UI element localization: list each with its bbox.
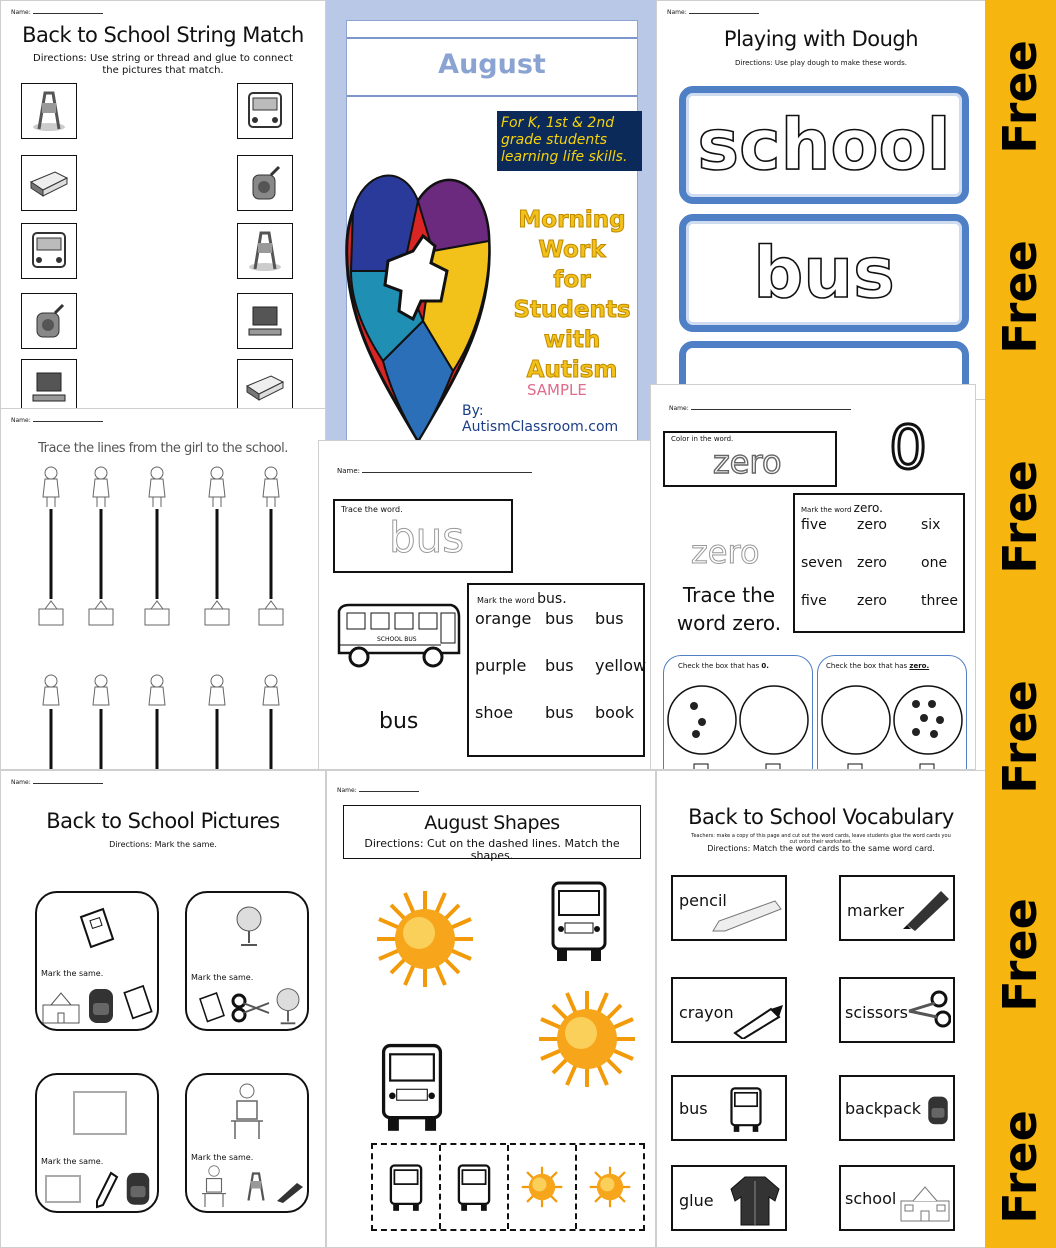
marker-icon <box>275 1179 305 1203</box>
grid-word[interactable]: five <box>801 517 827 533</box>
cover-sample: SAMPLE <box>527 381 587 399</box>
string-match-sheet <box>0 0 326 410</box>
paper-icon <box>73 1091 127 1135</box>
mark-same-card <box>35 891 159 1031</box>
sun-icon <box>537 989 637 1089</box>
sharpener-picture <box>237 155 293 211</box>
sheet-title: Back to School Pictures <box>46 809 280 833</box>
cover-sheet <box>326 0 656 440</box>
mark-same-card <box>185 891 309 1031</box>
sheet-directions: Directions: Mark the same. <box>109 840 217 849</box>
trace-word: bus <box>389 513 465 562</box>
vocab-word: glue <box>679 1191 714 1210</box>
grid-word[interactable]: orange <box>475 609 532 628</box>
mark-word-box <box>793 493 965 633</box>
backpack-icon <box>123 1165 153 1207</box>
globe-icon <box>273 985 303 1027</box>
bus-picture <box>237 83 293 139</box>
trace-instructions: Trace the word zero. <box>676 583 782 635</box>
grid-word[interactable]: bus <box>545 703 574 722</box>
bus-front-icon <box>729 1085 763 1133</box>
school-icon <box>899 1181 951 1223</box>
grid-word[interactable]: five <box>801 593 827 609</box>
dough-sheet <box>656 0 986 400</box>
bus-front-icon <box>388 1162 424 1212</box>
grid-word[interactable]: shoe <box>475 703 514 722</box>
name-line: Name: <box>669 405 851 412</box>
dough-word-card <box>679 86 969 204</box>
cover-title <box>497 205 647 385</box>
sheet-directions: Directions: Cut on the dashed lines. Match the shapes. <box>364 837 620 862</box>
grid-word[interactable]: one <box>921 555 948 571</box>
trace-label: Trace the word. <box>341 505 403 514</box>
dough-word-card <box>679 214 969 332</box>
sheet-directions: Directions: Match the word cards to the same word card. <box>707 844 935 853</box>
trace-lines-sheet <box>0 408 326 770</box>
cut-card[interactable] <box>577 1145 643 1229</box>
grid-word[interactable]: three <box>921 593 959 609</box>
vocab-card-backpack[interactable] <box>839 1075 955 1141</box>
book-picture <box>237 359 293 410</box>
vocab-sheet <box>656 770 986 1248</box>
sun-icon <box>520 1165 564 1209</box>
easel-icon <box>241 1165 271 1209</box>
teacher-note: Teachers: make a copy of this page and cut out the word cards, leave students glue the word cards you cut onto their worksheet. <box>691 833 951 845</box>
sun-icon <box>588 1165 632 1209</box>
sheet-title: August Shapes <box>424 812 560 834</box>
grid-word[interactable]: zero <box>857 593 887 609</box>
cut-card[interactable] <box>509 1145 577 1229</box>
sheet-title: Trace the lines from the girl to the school. <box>38 441 288 456</box>
color-label: Color in the word. <box>671 435 734 443</box>
free-label: Free <box>993 898 1047 1012</box>
color-word: zero <box>713 443 782 481</box>
check-box-0 <box>663 655 813 770</box>
vocab-word: pencil <box>679 891 727 910</box>
shapes-header <box>343 805 641 862</box>
mark-grid <box>801 517 961 609</box>
grid-word[interactable]: bus <box>545 656 574 675</box>
name-line: Name: <box>667 9 759 16</box>
free-label: Free <box>993 40 1047 154</box>
dot-circles <box>818 676 968 770</box>
vocab-card-crayon[interactable] <box>671 977 787 1043</box>
check-box-zero <box>817 655 967 770</box>
cover-title-line: Morning <box>518 207 626 233</box>
vocab-card-bus[interactable] <box>671 1075 787 1141</box>
mark-label: Mark the word zero. <box>801 501 883 515</box>
mark-word-box <box>467 583 645 757</box>
free-banner <box>985 0 1056 1248</box>
backpack-icon <box>85 981 117 1025</box>
mark-same-label: Mark the same. <box>41 1157 104 1166</box>
bus-front-icon <box>379 1039 445 1133</box>
cover-title-line: Autism <box>526 357 618 383</box>
vocab-card-glue[interactable] <box>671 1165 787 1231</box>
crayon-icon <box>731 1003 785 1039</box>
paper-icon <box>45 1175 81 1203</box>
scissors-icon <box>905 989 951 1035</box>
mark-grid <box>475 609 647 722</box>
bus-sign: SCHOOL BUS <box>377 636 417 643</box>
pencil-icon <box>709 897 785 937</box>
pictures-sheet <box>0 770 326 1248</box>
free-label: Free <box>993 240 1047 354</box>
free-label: Free <box>993 460 1047 574</box>
grid-word[interactable]: zero <box>857 555 887 571</box>
mark-same-label: Mark the same. <box>191 973 254 982</box>
mark-same-label: Mark the same. <box>41 969 104 978</box>
puzzle-heart-icon <box>343 151 493 440</box>
grid-word[interactable]: seven <box>801 555 843 571</box>
backpack-icon <box>925 1085 951 1131</box>
sheet-title: Playing with Dough <box>723 27 919 51</box>
cover-page <box>346 20 638 440</box>
trace-zero-word: zero <box>691 533 760 571</box>
bus-caption: bus <box>379 709 419 734</box>
mark-same-card <box>185 1073 309 1213</box>
book-picture <box>21 155 77 211</box>
vocab-card-scissors[interactable] <box>839 977 955 1043</box>
free-label: Free <box>993 1110 1047 1224</box>
color-word-box <box>663 431 837 487</box>
check-label: Check the box that has 0. <box>678 662 769 670</box>
cover-title-line: with <box>543 327 601 353</box>
mark-same-label: Mark the same. <box>191 1153 254 1162</box>
vocab-word: crayon <box>679 1003 734 1022</box>
cover-by: By: AutismClassroom.com <box>462 403 619 435</box>
name-line: Name: <box>11 9 103 16</box>
book-icon <box>197 991 227 1025</box>
scissors-icon <box>231 993 271 1023</box>
vocab-card-pencil[interactable] <box>671 875 787 941</box>
vocab-word: scissors <box>845 1003 908 1022</box>
sheet-title: Back to School String Match <box>22 23 304 47</box>
mark-same-card <box>35 1073 159 1213</box>
name-line: Name: <box>11 417 103 424</box>
student-desk-icon <box>199 1163 229 1209</box>
bus-sheet <box>318 440 654 770</box>
book-icon <box>121 983 155 1023</box>
girl-to-school-lines <box>1 459 326 770</box>
jacket-icon <box>729 1173 781 1227</box>
mark-label: Mark the word bus. <box>477 591 567 607</box>
cover-title-line: Work <box>538 237 606 263</box>
dough-word: bus <box>753 232 895 314</box>
grid-word[interactable]: six <box>921 517 941 533</box>
sheet-directions: Directions: Use play dough to make these words. <box>735 59 907 67</box>
easel-picture <box>237 223 293 279</box>
name-line: Name: <box>337 467 532 475</box>
free-label: Free <box>993 680 1047 794</box>
name-line: Name: <box>11 779 103 786</box>
numeral-zero: 0 <box>889 413 928 483</box>
shapes-sheet <box>326 770 656 1248</box>
vocab-word: school <box>845 1189 897 1208</box>
grid-word[interactable]: bus <box>545 609 574 628</box>
bus-front-icon <box>456 1162 492 1212</box>
bus-picture <box>21 223 77 279</box>
cover-grades: For K, 1st & 2nd grade students learning life skills. <box>497 111 642 171</box>
vocab-card-school[interactable] <box>839 1165 955 1231</box>
computer-picture <box>237 293 293 349</box>
vocab-word: bus <box>679 1099 708 1118</box>
cover-month: August <box>438 49 546 80</box>
name-line: Name: <box>337 787 419 794</box>
easel-picture <box>21 83 77 139</box>
book-icon <box>77 907 117 951</box>
vocab-word: backpack <box>845 1099 922 1118</box>
student-desk-icon <box>227 1081 267 1141</box>
cover-title-line: for <box>553 267 591 293</box>
sun-icon <box>375 889 475 989</box>
grid-word[interactable]: bus <box>595 609 624 628</box>
marker-icon <box>901 885 951 931</box>
cut-card[interactable] <box>373 1145 441 1229</box>
grid-word[interactable]: zero <box>857 517 887 533</box>
school-bus-icon <box>333 601 463 671</box>
bus-front-icon <box>549 877 609 963</box>
cover-title-line: Students <box>513 297 631 323</box>
grid-word[interactable]: purple <box>475 656 527 675</box>
trace-word-box <box>333 499 513 573</box>
vocab-word: marker <box>847 901 905 920</box>
grid-word[interactable]: yellow <box>595 656 647 675</box>
computer-picture <box>21 359 77 410</box>
check-label: Check the box that has zero. <box>826 662 930 670</box>
cut-strip <box>371 1143 645 1231</box>
dot-circles <box>664 676 814 770</box>
vocab-card-marker[interactable] <box>839 875 955 941</box>
sheet-directions: Directions: Use string or thread and glue to connect the pictures that match. <box>33 53 293 76</box>
grid-word[interactable]: book <box>595 703 634 722</box>
sheet-title: Back to School Vocabulary <box>688 805 954 829</box>
globe-icon <box>233 903 265 949</box>
pencil-icon <box>95 1171 119 1209</box>
school-icon <box>41 985 81 1025</box>
zero-sheet <box>650 384 976 770</box>
dough-word: school <box>697 104 951 186</box>
sharpener-picture <box>21 293 77 349</box>
cut-card[interactable] <box>441 1145 509 1229</box>
